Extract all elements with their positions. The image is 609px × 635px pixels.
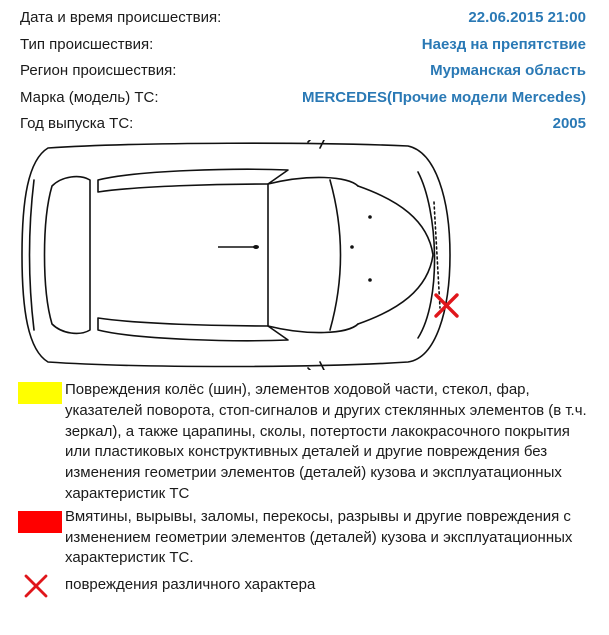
- legend-item-red: [18, 507, 593, 569]
- type-label: Тип происшествия:: [20, 35, 154, 53]
- legend-cross-text: повреждения различного характера: [65, 576, 316, 594]
- legend-red-text: Вмятины, вырывы, заломы, перекосы, разрывы и другие повреждения с изменением геометрии элементов (деталей) кузова и эксплуатационных характеристик ТС.: [65, 507, 573, 567]
- incident-row-type: [20, 33, 586, 60]
- legend-item-yellow: [18, 380, 593, 505]
- type-value: Наезд на препятствие: [421, 35, 586, 53]
- incident-row-year: [20, 112, 586, 139]
- car-details: [218, 215, 372, 282]
- datetime-label: Дата и время происшествия:: [20, 9, 222, 26]
- incident-row-datetime: [20, 6, 586, 33]
- car-top-view-diagram: [18, 140, 468, 370]
- legend-item-cross: [18, 575, 593, 596]
- region-value: Мурманская область: [430, 62, 586, 79]
- region-label: Регион происшествия:: [20, 62, 177, 79]
- model-value: MERCEDES(Прочие модели Mercedes): [301, 88, 586, 106]
- incident-info: [20, 6, 586, 139]
- incident-row-model: [20, 86, 586, 113]
- yellow-swatch: [18, 382, 62, 404]
- model-label: Марка (модель) ТС:: [20, 88, 159, 106]
- cross-icon: [23, 573, 49, 599]
- red-swatch: [18, 511, 62, 533]
- legend-yellow-text: Повреждения колёс (шин), элементов ходовой части, стекол, фар, указателей поворота, стоп-сигналов и других стеклянных элементов (в т.ч. зеркал), а также царапины, сколы, потертости лакокрасочного покрытия или пластиковых конструктивных деталей и другие повреждения без изменения геометрии элементов (деталей) кузова и эксплуатационных характеристик ТС: [65, 381, 587, 502]
- year-label: Год выпуска ТС:: [20, 115, 134, 132]
- incident-row-region: [20, 59, 586, 86]
- legend: [18, 380, 593, 596]
- year-value: 2005: [552, 115, 586, 132]
- datetime-value: 22.06.2015 21:00: [468, 9, 586, 26]
- car-outline: [22, 140, 450, 370]
